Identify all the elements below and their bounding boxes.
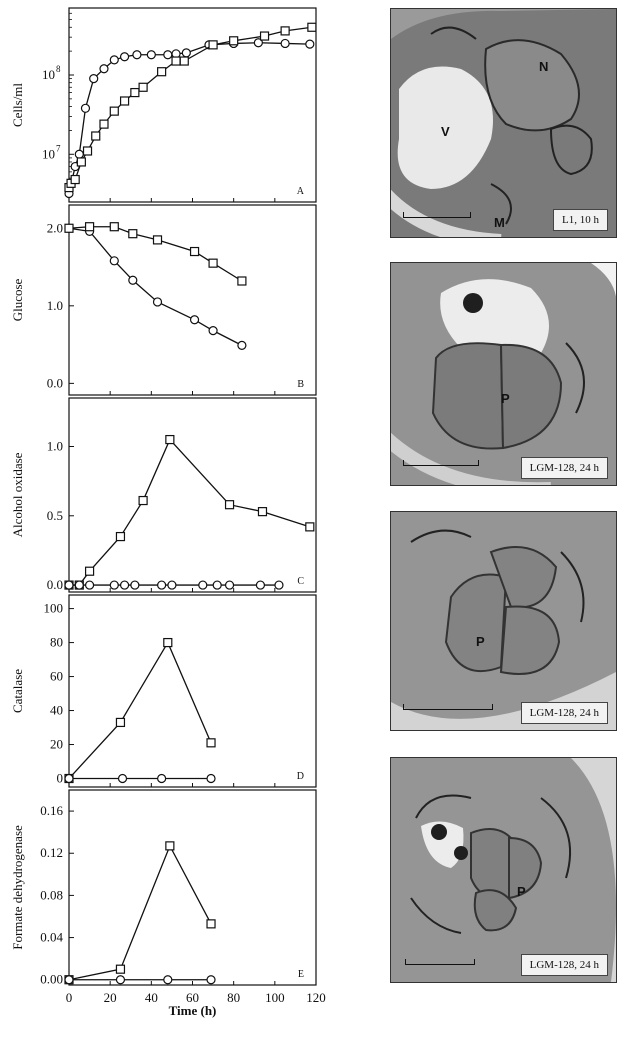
micrograph-caption: LGM-128, 24 h [521, 457, 608, 479]
data-point-square [180, 57, 188, 65]
data-point-circle [164, 51, 172, 59]
panel-label: C [297, 576, 304, 587]
panel-label: E [297, 969, 304, 980]
data-point-circle [86, 581, 94, 589]
data-point-square [116, 533, 124, 541]
data-point-square [226, 501, 234, 509]
cell-image [391, 263, 616, 485]
cell-image [391, 758, 616, 982]
data-point-circle [154, 298, 162, 306]
data-point-square [207, 920, 215, 928]
data-point-circle [81, 104, 89, 112]
data-point-square [258, 508, 266, 516]
cell-image [391, 512, 616, 730]
y-tick-label: 0 [56, 770, 63, 786]
data-point-circle [281, 39, 289, 47]
data-point-square [139, 83, 147, 91]
organelle-label-v: V [441, 124, 450, 139]
data-point-circle [158, 581, 166, 589]
data-point-square [110, 223, 118, 231]
x-tick-label: 20 [103, 990, 117, 1005]
data-point-circle [199, 581, 207, 589]
y-tick-label: 0.5 [46, 507, 63, 523]
data-point-square [207, 739, 215, 747]
micrograph-caption: LGM-128, 24 h [521, 702, 608, 724]
data-point-circle [207, 775, 215, 783]
series-line-squares [69, 440, 310, 585]
data-point-square [92, 132, 100, 140]
data-point-circle [110, 581, 118, 589]
y-tick-label: 1.0 [46, 438, 63, 454]
data-point-circle [65, 581, 73, 589]
data-point-circle [100, 65, 108, 73]
micrograph-4 [390, 757, 617, 983]
plot-frame [69, 205, 316, 395]
data-point-circle [191, 316, 199, 324]
data-point-circle [147, 51, 155, 59]
panel-label: A [296, 186, 304, 197]
cell-image [391, 9, 616, 237]
y-tick-label: 0.16 [40, 803, 63, 819]
data-point-square [121, 97, 129, 105]
data-point-square [84, 147, 92, 155]
data-point-circle [65, 775, 73, 783]
y-tick-label: 40 [50, 702, 63, 718]
y-tick-label: 0.0 [46, 577, 63, 593]
micrograph-caption: LGM-128, 24 h [521, 954, 608, 976]
micrograph-1 [390, 8, 617, 238]
y-axis-label: Glucose [10, 278, 25, 322]
organelle-label-p: P [501, 391, 510, 406]
data-point-square [166, 436, 174, 444]
plot-frame [69, 595, 316, 787]
y-tick-label: 60 [50, 668, 63, 684]
data-point-square [110, 107, 118, 115]
data-point-circle [207, 976, 215, 984]
chart-panel-c [10, 398, 316, 592]
x-axis-label: Time (h) [168, 1003, 217, 1018]
y-tick-exponent: 8 [56, 63, 61, 74]
y-tick-label: 10 [42, 146, 55, 162]
y-axis-label: Catalase [10, 668, 25, 714]
data-point-square [116, 718, 124, 726]
series-line-squares [69, 643, 211, 779]
y-tick-label: 0.12 [40, 845, 63, 861]
data-point-circle [121, 581, 129, 589]
data-point-square [261, 32, 269, 40]
plot-frame [69, 8, 316, 202]
data-point-square [306, 523, 314, 531]
y-tick-label: 0.00 [40, 971, 63, 987]
y-tick-label: 20 [50, 736, 63, 752]
data-point-square [71, 176, 79, 184]
data-point-square [209, 259, 217, 267]
data-point-circle [121, 53, 129, 61]
data-point-circle [75, 150, 83, 158]
data-point-square [308, 23, 316, 31]
y-axis-label: Formate dehydrogenase [10, 825, 25, 950]
data-point-circle [256, 581, 264, 589]
x-tick-label: 40 [144, 990, 158, 1005]
scale-bar [403, 709, 493, 710]
organelle-label-n: N [539, 59, 549, 74]
data-point-circle [65, 976, 73, 984]
data-point-square [116, 965, 124, 973]
y-tick-label: 0.0 [46, 375, 63, 391]
chart-panel-a [10, 8, 316, 202]
micrograph-3 [390, 511, 617, 731]
chart-panel-d [10, 595, 316, 787]
y-tick-label: 1.0 [46, 297, 63, 313]
data-point-square [191, 248, 199, 256]
data-point-square [154, 236, 162, 244]
x-tick-label: 120 [306, 990, 326, 1005]
plot-frame [69, 398, 316, 592]
data-point-square [139, 497, 147, 505]
series-line-squares [69, 227, 242, 281]
organelle-label-m: M [494, 215, 505, 230]
data-point-circle [90, 75, 98, 83]
y-tick-label: 0.08 [40, 887, 63, 903]
data-point-circle [164, 976, 172, 984]
data-point-circle [133, 51, 141, 59]
data-point-square [281, 27, 289, 35]
data-point-circle [75, 581, 83, 589]
data-point-circle [182, 49, 190, 57]
y-tick-label: 100 [43, 600, 63, 616]
y-axis-label: Cells/ml [10, 82, 25, 128]
scale-bar [405, 964, 475, 965]
scale-bar [403, 465, 479, 466]
data-point-circle [129, 276, 137, 284]
data-point-circle [275, 581, 283, 589]
organelle-label-p: P [517, 884, 526, 899]
y-axis-label: Alcohol oxidase [10, 452, 25, 538]
micrograph-2 [390, 262, 617, 486]
data-point-circle [119, 775, 127, 783]
data-point-square [238, 277, 246, 285]
data-point-square [131, 89, 139, 97]
y-tick-label: 10 [42, 66, 55, 82]
data-point-square [86, 223, 94, 231]
data-point-circle [110, 257, 118, 265]
data-point-circle [209, 327, 217, 335]
data-point-circle [306, 40, 314, 48]
series-line-squares [69, 846, 211, 980]
data-point-circle [131, 581, 139, 589]
data-point-circle [110, 56, 118, 64]
x-tick-label: 80 [227, 990, 241, 1005]
y-tick-label: 2.0 [46, 220, 63, 236]
data-point-square [158, 68, 166, 76]
data-point-square [65, 224, 73, 232]
data-point-square [230, 37, 238, 45]
data-point-square [209, 41, 217, 49]
scale-bar [403, 217, 471, 218]
data-point-circle [238, 341, 246, 349]
data-point-square [77, 158, 85, 166]
data-point-square [129, 230, 137, 238]
data-point-circle [168, 581, 176, 589]
data-point-square [166, 842, 174, 850]
data-point-circle [226, 581, 234, 589]
data-point-square [100, 120, 108, 128]
panel-label: B [297, 379, 304, 390]
chart-panel-e [10, 790, 326, 1018]
data-point-circle [158, 775, 166, 783]
y-tick-exponent: 7 [56, 143, 61, 154]
data-point-circle [116, 976, 124, 984]
x-tick-label: 60 [186, 990, 199, 1005]
micrograph-caption: L1, 10 h [553, 209, 608, 231]
y-tick-label: 80 [50, 634, 63, 650]
x-tick-label: 0 [65, 990, 73, 1005]
data-point-square [86, 567, 94, 575]
chart-panel-b [10, 205, 316, 395]
y-tick-label: 0.04 [40, 929, 63, 945]
x-tick-label: 100 [265, 990, 285, 1005]
panel-label: D [296, 771, 304, 782]
data-point-circle [213, 581, 221, 589]
data-point-square [164, 639, 172, 647]
data-point-square [172, 57, 180, 65]
organelle-label-p: P [476, 634, 485, 649]
